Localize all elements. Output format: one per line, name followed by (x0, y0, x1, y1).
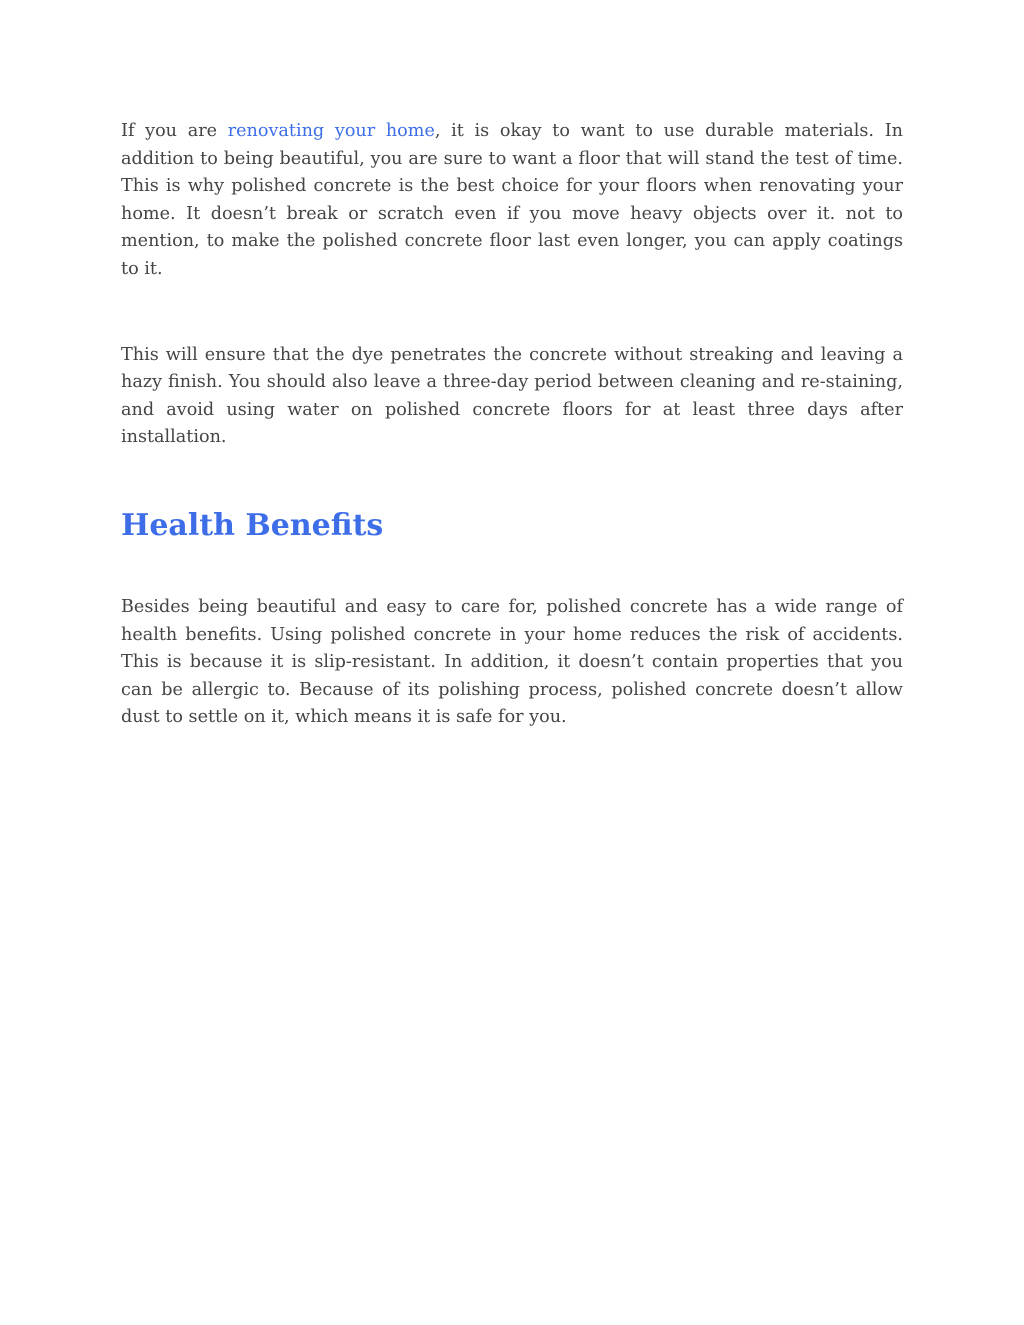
document-page (121, 118, 903, 732)
intro-text-before-link: If you are (121, 121, 228, 141)
staining-paragraph: This will ensure that the dye penetrates the concrete without streaking and leaving a hazy finish. You should also leave a three-day period between cleaning and re-staining, and avoid using water on polished concrete floors for at least three days after installation. (121, 344, 903, 448)
health-benefits-paragraph: Besides being beautiful and easy to care for, polished concrete has a wide range of health benefits. Using polished concrete in your home reduces the risk of accidents. This is because it is slip-resistant. In addition, it doesn’t contain properties that you can be allergic to. Because of its polishing process, polished concrete doesn’t allow dust to settle on it, which means it is safe for you. (121, 596, 903, 728)
health-benefits-heading: Health Benefits (121, 507, 384, 543)
intro-text-after-link: , it is okay to want to use durable materials. In addition to being beautiful, you are sure to want a floor that will stand the test of time. This is why polished concrete is the best choice for your floors when renovating your home. It doesn’t break or scratch even if you move heavy objects over it. not to mention, to make the polished concrete floor last even longer, you can apply coatings to it. (121, 121, 903, 279)
renovating-your-home-link[interactable]: renovating your home (227, 121, 435, 141)
intro-paragraph (121, 118, 903, 284)
